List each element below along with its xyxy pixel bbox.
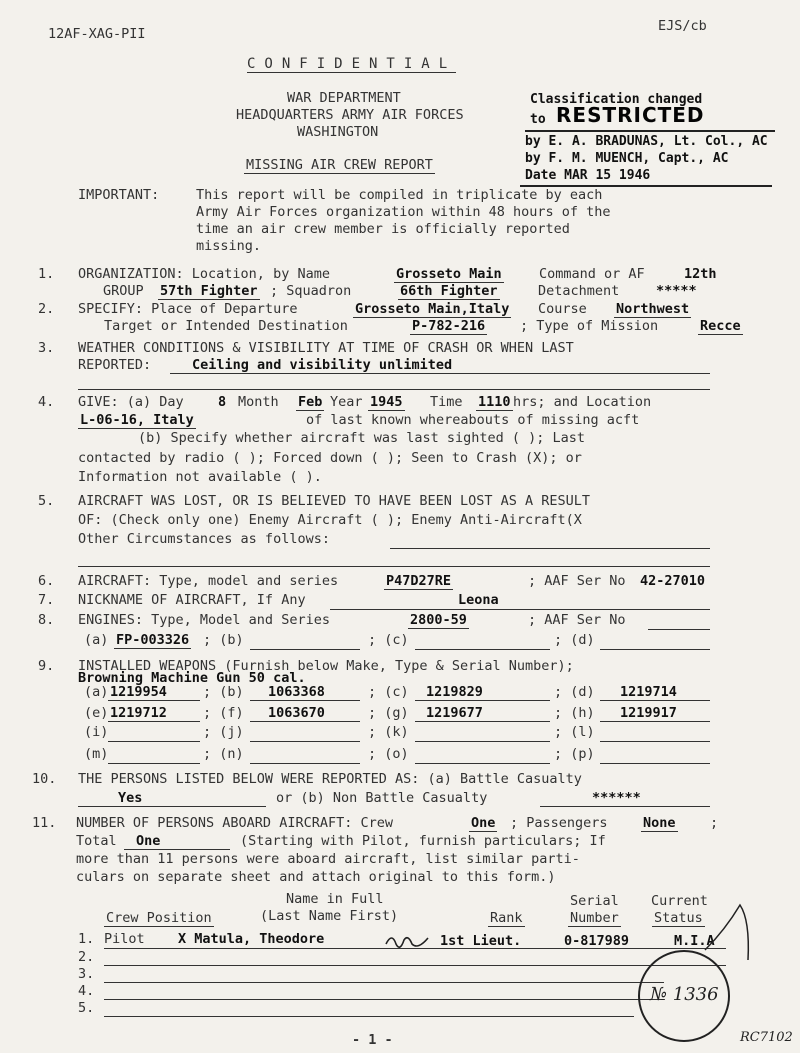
year-value: 1945 (370, 394, 403, 410)
weapon-n-label: ; (n) (203, 746, 244, 762)
weapon-j-line (250, 741, 360, 742)
course-label: Course (538, 301, 587, 317)
squadron-label: ; Squadron (270, 283, 352, 299)
location-label: hrs; and Location (513, 394, 652, 410)
item-6-number: 6. (38, 573, 55, 589)
particulars-line-1: (Starting with Pilot, furnish particulars; If (240, 833, 606, 849)
col-header-serial-2: Number (570, 910, 619, 926)
nickname-value: Leona (458, 592, 499, 608)
weapon-d-line (600, 700, 710, 701)
nickname-label: NICKNAME OF AIRCRAFT, If Any (78, 592, 306, 608)
weather-line-2 (78, 389, 710, 390)
weapon-d-label: ; (d) (554, 684, 595, 700)
stamp-line-5: Date MAR 15 1946 (525, 168, 651, 183)
course-value: Northwest (616, 301, 690, 317)
mission-value: Recce (700, 318, 741, 334)
give-day-label: GIVE: (a) Day (78, 394, 184, 410)
weapon-d-value: 1219714 (620, 684, 677, 700)
org-command-label: Command or AF (539, 266, 645, 282)
stamp-line-4: by F. M. MUENCH, Capt., AC (525, 151, 729, 166)
casualty-label: THE PERSONS LISTED BELOW WERE REPORTED AS: (a) Battle Casualty (78, 771, 582, 787)
org-location: Grosseto Main (396, 266, 502, 282)
weapon-a-label: (a) (84, 684, 109, 700)
weapon-e-line (108, 721, 200, 722)
weather-line-1 (170, 373, 710, 374)
squadron-value: 66th Fighter (400, 283, 498, 299)
weather-label-2: REPORTED: (78, 357, 152, 373)
item-1-number: 1. (38, 266, 55, 282)
total-label: Total (76, 833, 117, 849)
weapon-h-label: ; (h) (554, 705, 595, 721)
weapon-o-line (415, 763, 550, 764)
stamp-rule (525, 130, 775, 132)
weapon-m-line (108, 763, 200, 764)
weapon-type: Browning Machine Gun 50 cal. (78, 670, 306, 686)
weapon-c-value: 1219829 (426, 684, 483, 700)
engine-serial-label: ; AAF Ser No (528, 612, 626, 628)
weapon-h-line (600, 721, 710, 722)
crew-row-2-line (104, 965, 726, 966)
sighting-line-2: contacted by radio ( ); Forced down ( ); Seen to Crash (X); or (78, 450, 582, 466)
aircraft-type: P47D27RE (386, 573, 452, 589)
day-value: 8 (218, 394, 227, 410)
engine-d-label: ; (d) (554, 632, 595, 648)
crew-row-1-status: M.I.A (674, 933, 715, 949)
margin-note: RC7102 (740, 1030, 793, 1045)
crew-row-3-line (104, 982, 664, 983)
whereabouts-label: of last known whereabouts of missing acft (306, 412, 640, 428)
file-code: 12AF-XAG-PII (48, 26, 146, 42)
engine-d-line (600, 649, 710, 650)
weapon-p-line (600, 763, 710, 764)
time-label: Time (430, 394, 463, 410)
target-label: Target or Intended Destination (104, 318, 348, 334)
crew-row-1-name: X Matula, Theodore (178, 931, 325, 947)
col-header-name-1: Name in Full (286, 891, 384, 907)
restricted-stamp: RESTRICTED (556, 103, 705, 127)
crew-row-1-position: Pilot (104, 931, 145, 947)
col-header-status-1: Current (651, 893, 708, 909)
passengers-value: None (643, 815, 676, 831)
weather-label-1: WEATHER CONDITIONS & VISIBILITY AT TIME OF CRASH OR WHEN LAST (78, 340, 574, 356)
item-11-number: 11. (32, 815, 57, 831)
crew-row-5-line (104, 1016, 634, 1017)
group-label: GROUP (103, 283, 144, 299)
weapon-f-label: ; (f) (203, 705, 244, 721)
weapon-k-line (415, 741, 550, 742)
non-battle-label: or (b) Non Battle Casualty (276, 790, 488, 806)
engine-series: 2800-59 (410, 612, 467, 628)
nickname-line (330, 609, 710, 610)
confidential-heading: CONFIDENTIAL (247, 56, 457, 72)
particulars-line-2: more than 11 persons were aboard aircraft, list similar parti- (76, 851, 580, 867)
month-value: Feb (298, 394, 323, 410)
aircraft-serial: 42-27010 (640, 573, 706, 589)
crew-row-3-number: 3. (78, 966, 95, 982)
initials-scribble-icon (384, 930, 434, 954)
weapon-c-label: ; (c) (368, 684, 409, 700)
engine-b-line (250, 649, 360, 650)
report-title: MISSING AIR CREW REPORT (246, 157, 433, 173)
weapon-e-value: 1219712 (110, 705, 167, 721)
item-3-number: 3. (38, 340, 55, 356)
crew-row-4-line (104, 999, 664, 1000)
dept-line-2: HEADQUARTERS ARMY AIR FORCES (236, 107, 464, 123)
aircraft-label: AIRCRAFT: Type, model and series (78, 573, 339, 589)
important-line-1: This report will be compiled in triplicate by each (196, 187, 603, 203)
col-header-position: Crew Position (106, 910, 212, 926)
departure-value: Grosseto Main,Italy (355, 301, 510, 317)
col-header-serial-1: Serial (570, 893, 619, 909)
loss-line-3: Other Circumstances as follows: (78, 531, 330, 547)
stamp-line-1: Classification changed (530, 92, 703, 107)
important-line-3: time an air crew member is officially reported (196, 221, 570, 237)
crew-row-5-number: 5. (78, 1000, 95, 1016)
dept-line-1: WAR DEPARTMENT (287, 90, 401, 106)
org-command: 12th (684, 266, 717, 282)
crew-count: One (471, 815, 496, 831)
weapon-i-label: (i) (84, 724, 109, 740)
engine-a-value: FP-003326 (116, 632, 190, 648)
weapon-g-value: 1219677 (426, 705, 483, 721)
group-value: 57th Fighter (160, 283, 258, 299)
weapon-p-label: ; (p) (554, 746, 595, 762)
weapon-l-label: ; (l) (554, 724, 595, 740)
time-value: 1110 (478, 394, 511, 410)
crew-row-1-number: 1. (78, 931, 95, 947)
weapon-b-value: 1063368 (268, 684, 325, 700)
circled-stamp-number: № 1336 (650, 984, 719, 1005)
weapon-h-value: 1219917 (620, 705, 677, 721)
engine-c-line (415, 649, 550, 650)
aircraft-serial-label: ; AAF Ser No (528, 573, 626, 589)
weapon-m-label: (m) (84, 746, 109, 762)
detachment-value: ***** (656, 283, 697, 299)
crew-row-2-number: 2. (78, 949, 95, 965)
weapon-o-label: ; (o) (368, 746, 409, 762)
loss-line-blank-1 (390, 548, 710, 549)
weather-value: Ceiling and visibility unlimited (192, 357, 453, 373)
loss-line-2: OF: (Check only one) Enemy Aircraft ( ); Enemy Anti-Aircraft(X (78, 512, 582, 528)
dept-line-3: WASHINGTON (297, 124, 379, 140)
battle-casualty-line (78, 806, 266, 807)
item-8-number: 8. (38, 612, 55, 628)
weapon-n-line (250, 763, 360, 764)
persons-label: NUMBER OF PERSONS ABOARD AIRCRAFT: Crew (76, 815, 393, 831)
non-battle-line (540, 806, 710, 807)
weapon-a-value: 1219954 (110, 684, 167, 700)
weapon-g-line (415, 721, 550, 722)
total-line (124, 849, 230, 850)
detachment-label: Detachment (538, 283, 620, 299)
location-value: L-06-16, Italy (80, 412, 194, 428)
weapon-e-label: (e) (84, 705, 109, 721)
item-10-number: 10. (32, 771, 57, 787)
stamp-line-2-prefix: to (530, 112, 546, 127)
mission-label: ; Type of Mission (520, 318, 659, 334)
col-header-status-2: Status (654, 910, 703, 926)
crew-row-1-rank: 1st Lieut. (440, 933, 522, 949)
weapon-f-value: 1063670 (268, 705, 325, 721)
col-header-rank: Rank (490, 910, 523, 926)
particulars-line-3: culars on separate sheet and attach original to this form.) (76, 869, 556, 885)
important-line-4: missing. (196, 238, 262, 254)
engine-a-label: (a) (84, 632, 109, 648)
battle-casualty-value: Yes (118, 790, 143, 806)
weapon-a-line (108, 700, 200, 701)
total-value: One (136, 833, 161, 849)
item-9-number: 9. (38, 658, 55, 674)
persons-semicolon: ; (710, 815, 719, 831)
engine-serial-line (648, 629, 710, 630)
month-label: Month (238, 394, 279, 410)
passengers-label: ; Passengers (510, 815, 608, 831)
sighting-line-3: Information not available ( ). (78, 469, 322, 485)
engine-c-label: ; (c) (368, 632, 409, 648)
col-header-name-2: (Last Name First) (260, 908, 399, 924)
engine-b-label: ; (b) (203, 632, 244, 648)
item-2-number: 2. (38, 301, 55, 317)
weapon-b-line (250, 700, 360, 701)
item-4-number: 4. (38, 394, 55, 410)
weapon-c-line (415, 700, 550, 701)
sighting-line-1: (b) Specify whether aircraft was last sighted ( ); Last (138, 430, 586, 446)
weapon-k-label: ; (k) (368, 724, 409, 740)
loss-line-1: AIRCRAFT WAS LOST, OR IS BELIEVED TO HAVE BEEN LOST AS A RESULT (78, 493, 591, 509)
item-7-number: 7. (38, 592, 55, 608)
engines-label: ENGINES: Type, Model and Series (78, 612, 330, 628)
year-label: Year (330, 394, 363, 410)
weapon-i-line (108, 741, 200, 742)
weapon-b-label: ; (b) (203, 684, 244, 700)
weapon-l-line (600, 741, 710, 742)
stamp-line-3: by E. A. BRADUNAS, Lt. Col., AC (525, 134, 768, 149)
page-number: - 1 - (352, 1032, 393, 1048)
target-value: P-782-216 (412, 318, 486, 334)
loss-line-blank-2 (78, 566, 710, 567)
weapon-f-line (250, 721, 360, 722)
crew-row-4-number: 4. (78, 983, 95, 999)
weapon-j-label: ; (j) (203, 724, 244, 740)
weapon-g-label: ; (g) (368, 705, 409, 721)
crew-row-1-serial: 0-817989 (564, 933, 630, 949)
non-battle-value: ****** (592, 790, 641, 806)
important-line-2: Army Air Forces organization within 48 hours of the (196, 204, 611, 220)
departure-label: SPECIFY: Place of Departure (78, 301, 298, 317)
weapons-label: INSTALLED WEAPONS (Furnish below Make, Type & Serial Number); (78, 658, 574, 674)
typist-initials: EJS/cb (658, 18, 707, 34)
item-5-number: 5. (38, 493, 55, 509)
org-label: ORGANIZATION: Location, by Name (78, 266, 330, 282)
important-label: IMPORTANT: (78, 187, 160, 203)
